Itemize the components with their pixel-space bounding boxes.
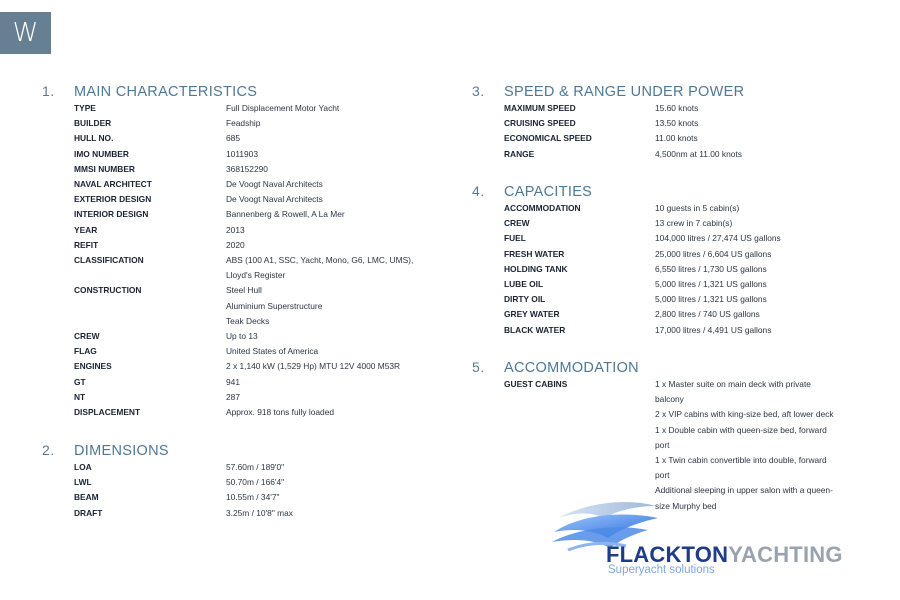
page-badge-letter: W bbox=[12, 18, 39, 48]
spec-value bbox=[226, 405, 466, 420]
spec-value bbox=[226, 207, 466, 222]
spec-value-line: United States of America bbox=[226, 346, 319, 357]
spec-value-line: Approx. 918 tons fully loaded bbox=[226, 407, 335, 418]
spec-row bbox=[74, 405, 466, 420]
spec-value-line: 2013 bbox=[226, 224, 245, 235]
spec-list bbox=[74, 460, 466, 521]
spec-value bbox=[655, 101, 870, 116]
section-dimensions bbox=[42, 442, 466, 521]
spec-row bbox=[74, 375, 466, 390]
spec-label: GREY WATER bbox=[504, 309, 560, 320]
spec-label: LOA bbox=[74, 462, 92, 472]
spec-value-line: 50.70m / 166'4" bbox=[226, 477, 285, 488]
spec-value-line: 941 bbox=[226, 376, 240, 387]
section-title: SPEED & RANGE UNDER POWER bbox=[504, 84, 745, 100]
spec-value bbox=[226, 329, 466, 344]
section-number: 3. bbox=[472, 83, 485, 99]
spec-label: REFIT bbox=[74, 239, 99, 250]
spec-label: CLASSIFICATION bbox=[74, 255, 144, 266]
spec-row bbox=[504, 201, 870, 216]
section-title: CAPACITIES bbox=[504, 184, 593, 200]
spec-value-line: Feadship bbox=[226, 118, 261, 129]
spec-value bbox=[226, 390, 466, 405]
spec-row bbox=[504, 292, 870, 307]
spec-label: CREW bbox=[74, 331, 100, 342]
spec-value bbox=[226, 177, 466, 192]
spec-value-line: 3.25m / 10'8" max bbox=[226, 507, 293, 518]
spec-value bbox=[226, 162, 466, 177]
spec-value-line: port bbox=[655, 439, 670, 450]
spec-value-line: 57.60m / 189'0" bbox=[226, 462, 285, 472]
spec-row bbox=[74, 475, 466, 490]
spec-value bbox=[226, 101, 466, 116]
spec-label: LUBE OIL bbox=[504, 279, 544, 290]
spec-value-line: 2020 bbox=[226, 239, 245, 250]
section-number: 2. bbox=[42, 442, 55, 458]
spec-value bbox=[226, 238, 466, 253]
spec-value bbox=[226, 460, 466, 475]
spec-label: HOLDING TANK bbox=[504, 263, 568, 274]
spec-value-line: 1 x Twin cabin convertible into double, forward bbox=[655, 455, 827, 466]
spec-row bbox=[504, 277, 870, 292]
spec-label: YEAR bbox=[74, 224, 98, 235]
spec-value-line: Lloyd's Register bbox=[226, 270, 286, 281]
spec-value-line: 5,000 litres / 1,321 US gallons bbox=[655, 294, 767, 305]
spec-label: MAXIMUM SPEED bbox=[504, 103, 576, 113]
spec-value bbox=[226, 131, 466, 146]
spec-value-line: 1011903 bbox=[226, 148, 258, 159]
spec-row bbox=[504, 247, 870, 262]
spec-row bbox=[74, 147, 466, 162]
spec-label: HULL NO. bbox=[74, 133, 114, 144]
spec-row bbox=[504, 307, 870, 322]
spec-value bbox=[655, 277, 870, 292]
spec-label: RANGE bbox=[504, 148, 535, 159]
spec-label: FLAG bbox=[74, 346, 97, 357]
spec-list bbox=[504, 101, 870, 162]
section-number: 4. bbox=[472, 183, 485, 199]
spec-label: BUILDER bbox=[74, 118, 112, 129]
spec-value bbox=[655, 216, 870, 231]
spec-value-line: 368152290 bbox=[226, 163, 268, 174]
section-header bbox=[472, 359, 870, 377]
spec-label: ENGINES bbox=[74, 361, 112, 372]
section-accommodation bbox=[472, 359, 870, 514]
company-logo bbox=[548, 498, 878, 582]
spec-value-line: 2 x VIP cabins with king-size bed, aft lower deck bbox=[655, 409, 834, 420]
spec-value-line: 2,800 litres / 740 US gallons bbox=[655, 309, 760, 320]
spec-row bbox=[74, 116, 466, 131]
page-badge bbox=[0, 12, 51, 54]
spec-value-line: 1 x Master suite on main deck with private bbox=[655, 379, 811, 389]
spec-value-line: Aluminium Superstructure bbox=[226, 300, 323, 311]
spec-row bbox=[74, 390, 466, 405]
spec-row bbox=[74, 223, 466, 238]
spec-value bbox=[226, 506, 466, 521]
spec-label: BLACK WATER bbox=[504, 324, 566, 335]
spec-row bbox=[74, 177, 466, 192]
spec-row bbox=[74, 490, 466, 505]
spec-value-line: ABS (100 A1, SSC, Yacht, Mono, G6, LMC, UMS), bbox=[226, 255, 414, 266]
spec-row bbox=[74, 506, 466, 521]
spec-value bbox=[226, 475, 466, 490]
spec-value-line: 2 x 1,140 kW (1,529 Hp) MTU 12V 4000 M53R bbox=[226, 361, 401, 372]
spec-label: EXTERIOR DESIGN bbox=[74, 194, 152, 205]
spec-label: DIRTY OIL bbox=[504, 294, 546, 305]
section-header bbox=[472, 83, 870, 101]
spec-value bbox=[655, 377, 870, 514]
spec-row bbox=[504, 147, 870, 162]
spec-value bbox=[655, 201, 870, 216]
spec-value-line: De Voogt Naval Architects bbox=[226, 179, 323, 190]
spec-row bbox=[504, 216, 870, 231]
spec-list bbox=[504, 377, 870, 514]
spec-value bbox=[226, 283, 466, 329]
spec-value bbox=[226, 375, 466, 390]
spec-value bbox=[655, 262, 870, 277]
spec-row bbox=[504, 131, 870, 146]
spec-value bbox=[226, 116, 466, 131]
spec-value-line: 11.00 knots bbox=[655, 133, 698, 144]
spec-value bbox=[226, 147, 466, 162]
spec-label: IMO NUMBER bbox=[74, 148, 129, 159]
spec-row bbox=[74, 344, 466, 359]
spec-value-line: port bbox=[655, 470, 670, 481]
spec-value-line: Full Displacement Motor Yacht bbox=[226, 103, 340, 113]
spec-label: TYPE bbox=[74, 103, 96, 113]
spec-value bbox=[655, 231, 870, 246]
spec-label: MMSI NUMBER bbox=[74, 163, 135, 174]
section-header bbox=[42, 442, 466, 460]
logo-name-part1: FLACKTON bbox=[606, 542, 729, 567]
spec-label: FRESH WATER bbox=[504, 248, 565, 259]
spec-value-line: 17,000 litres / 4,491 US gallons bbox=[655, 324, 772, 335]
spec-value-line: size Murphy bed bbox=[655, 500, 717, 511]
spec-value-line: Bannenberg & Rowell, A La Mer bbox=[226, 209, 345, 220]
spec-value bbox=[226, 192, 466, 207]
spec-value-line: 4,500nm at 11.00 knots bbox=[655, 148, 742, 159]
section-number: 1. bbox=[42, 83, 55, 99]
spec-value-line: Additional sleeping in upper salon with a queen- bbox=[655, 485, 833, 496]
spec-label: NAVAL ARCHITECT bbox=[74, 179, 152, 190]
spec-value bbox=[226, 344, 466, 359]
spec-label: FUEL bbox=[504, 233, 526, 244]
spec-value-line: 25,000 litres / 6,604 US gallons bbox=[655, 248, 772, 259]
section-main-characteristics bbox=[42, 83, 466, 420]
logo-name-part2: YACHTING bbox=[728, 542, 843, 567]
spec-label: INTERIOR DESIGN bbox=[74, 209, 149, 220]
spec-label: GT bbox=[74, 376, 86, 387]
spec-row bbox=[74, 162, 466, 177]
spec-value bbox=[655, 131, 870, 146]
logo-tagline: Superyacht solutions bbox=[608, 564, 715, 576]
spec-row bbox=[74, 253, 466, 283]
spec-value-line: 6,550 litres / 1,730 US gallons bbox=[655, 263, 767, 274]
section-title: MAIN CHARACTERISTICS bbox=[74, 84, 258, 100]
spec-row bbox=[74, 207, 466, 222]
spec-label: GUEST CABINS bbox=[504, 379, 568, 389]
spec-value-line: Teak Decks bbox=[226, 315, 270, 326]
spec-row bbox=[504, 377, 870, 514]
spec-value bbox=[226, 359, 466, 374]
section-capacities bbox=[472, 183, 870, 338]
spec-label: NT bbox=[74, 391, 86, 402]
spec-value bbox=[655, 307, 870, 322]
spec-row bbox=[504, 323, 870, 338]
spec-label: LWL bbox=[74, 477, 92, 488]
spec-value bbox=[655, 147, 870, 162]
spec-value-line: De Voogt Naval Architects bbox=[226, 194, 323, 205]
spec-row bbox=[504, 262, 870, 277]
spec-value-line: Up to 13 bbox=[226, 331, 258, 342]
spec-value-line: 10 guests in 5 cabin(s) bbox=[655, 203, 740, 213]
section-number: 5. bbox=[472, 359, 485, 375]
spec-value-line: 13.50 knots bbox=[655, 118, 699, 129]
spec-value-line: 685 bbox=[226, 133, 240, 144]
spec-row bbox=[504, 101, 870, 116]
spec-row bbox=[74, 329, 466, 344]
spec-row bbox=[74, 192, 466, 207]
spec-value bbox=[226, 253, 466, 283]
spec-row bbox=[74, 283, 466, 329]
spec-value bbox=[655, 292, 870, 307]
spec-label: BEAM bbox=[74, 492, 99, 503]
spec-value-line: 13 crew in 7 cabin(s) bbox=[655, 218, 733, 229]
spec-row bbox=[74, 101, 466, 116]
section-title: DIMENSIONS bbox=[74, 443, 169, 459]
spec-label: DRAFT bbox=[74, 507, 103, 518]
section-title: ACCOMMODATION bbox=[504, 360, 639, 376]
spec-value bbox=[655, 323, 870, 338]
spec-label: CREW bbox=[504, 218, 530, 229]
spec-value bbox=[226, 490, 466, 505]
spec-value bbox=[655, 247, 870, 262]
spec-value-line: balcony bbox=[655, 394, 684, 405]
spec-value-line: 1 x Double cabin with queen-size bed, forward bbox=[655, 424, 827, 435]
spec-row bbox=[504, 116, 870, 131]
section-header bbox=[42, 83, 466, 101]
spec-value-line: Steel Hull bbox=[226, 285, 262, 296]
spec-value bbox=[655, 116, 870, 131]
spec-row bbox=[74, 238, 466, 253]
spec-label: CONSTRUCTION bbox=[74, 285, 142, 296]
spec-row bbox=[74, 359, 466, 374]
spec-value-line: 10.55m / 34'7" bbox=[226, 492, 280, 503]
spec-label: CRUISING SPEED bbox=[504, 118, 576, 129]
spec-list bbox=[504, 201, 870, 338]
spec-value-line: 5,000 litres / 1,321 US gallons bbox=[655, 279, 767, 290]
spec-value-line: 287 bbox=[226, 391, 240, 402]
spec-row bbox=[74, 131, 466, 146]
spec-value bbox=[226, 223, 466, 238]
spec-list bbox=[74, 101, 466, 420]
spec-row bbox=[504, 231, 870, 246]
spec-row bbox=[74, 460, 466, 475]
spec-label: ECONOMICAL SPEED bbox=[504, 133, 592, 144]
section-header bbox=[472, 183, 870, 201]
spec-label: DISPLACEMENT bbox=[74, 407, 141, 418]
spec-value-line: 104,000 litres / 27,474 US gallons bbox=[655, 233, 781, 244]
section-speed-range bbox=[472, 83, 870, 162]
spec-label: ACCOMMODATION bbox=[504, 203, 581, 213]
spec-value-line: 15.60 knots bbox=[655, 103, 699, 113]
